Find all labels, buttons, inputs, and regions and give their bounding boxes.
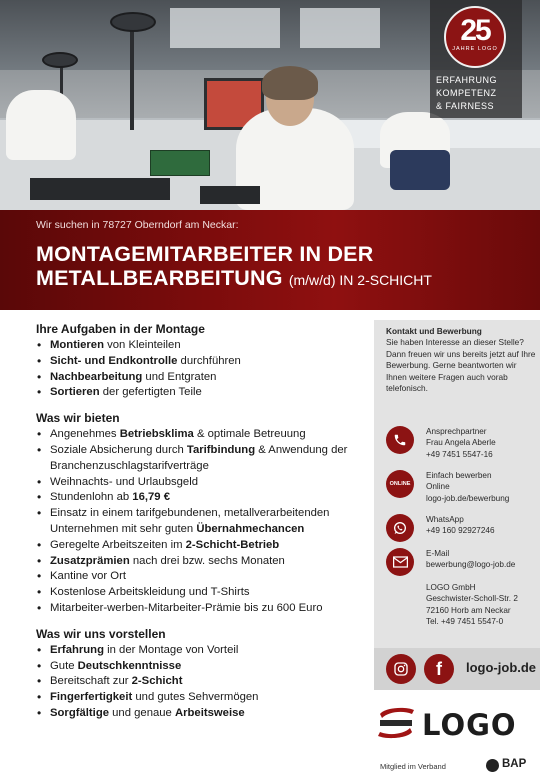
list-item-text: Angenehmes: [50, 428, 120, 441]
contact-line: logo-job.de/bewerbung: [426, 493, 510, 503]
list-item-text: und genaue: [109, 706, 175, 719]
list-item-emphasis: Sicht- und Endkontrolle: [50, 354, 178, 367]
parts-tray: [200, 186, 260, 204]
address-line: Geschwister-Scholl-Str. 2: [426, 594, 518, 604]
contact-online[interactable]: [386, 470, 538, 506]
badge-tag: ERFAHRUNG: [436, 75, 498, 85]
hall-window: [170, 8, 280, 48]
list-item: [36, 427, 361, 443]
list-item-text: der gefertigten Teile: [99, 386, 202, 399]
list-item: [36, 690, 361, 706]
list-item: [36, 554, 361, 570]
bap-text: BAP: [502, 758, 527, 770]
list-item: [36, 370, 361, 386]
list-item: [36, 475, 361, 491]
mail-icon: [386, 548, 414, 576]
list-item-text: durchführen: [177, 354, 241, 367]
list-item: [36, 490, 361, 506]
list-item-text: Gute: [50, 659, 78, 672]
company-logo: [374, 706, 534, 740]
list-item: [36, 354, 361, 370]
list-item: [36, 538, 361, 554]
headline-band: [0, 210, 540, 310]
magnifier-lamp: [42, 52, 78, 68]
badge-tag: & FAIRNESS: [436, 101, 495, 111]
list-item: [36, 706, 361, 722]
whatsapp-icon: [386, 514, 414, 542]
social-bar: [374, 648, 540, 690]
list-item-emphasis: Nachbearbeitung: [50, 370, 143, 383]
contact-line: Einfach bewerben: [426, 471, 492, 480]
section-heading: Ihre Aufgaben in der Montage: [36, 322, 205, 336]
contact-text: [426, 548, 540, 571]
list-item-text: in der Montage von Vorteil: [103, 643, 239, 656]
badge-subline: JAHRE LOGO: [452, 46, 498, 52]
list-item-emphasis: Sortieren: [50, 386, 100, 399]
address-line: 72160 Horb am Neckar: [426, 605, 511, 615]
list-item-emphasis: Tarifbindung: [186, 443, 256, 456]
list-item: [36, 385, 361, 401]
list-item: [36, 674, 361, 690]
contact-phone[interactable]: [386, 426, 538, 462]
worker-figure: [6, 90, 76, 160]
list-item: [36, 569, 361, 585]
list-item-emphasis: Betriebsklima: [119, 428, 194, 441]
job-title-main: METALLBEARBEITUNG: [36, 266, 283, 290]
contact-line: +49 160 92927246: [426, 526, 495, 536]
job-location-intro: Wir suchen in 78727 Oberndorf am Neckar:: [36, 219, 239, 231]
list-item-text: & optimale Betreuung: [193, 428, 306, 441]
list-item-emphasis: Fingerfertigkeit: [50, 691, 133, 704]
list-item-text: von Kleinteilen: [103, 339, 181, 351]
list-item: [36, 338, 361, 354]
list-item: [36, 643, 361, 659]
instagram-icon[interactable]: [386, 654, 416, 684]
online-apply-icon: [386, 470, 414, 498]
list-item-text: Mitarbeiter-werben-Mitarbeiter-Prämie bis zu 600 Euro: [50, 601, 323, 614]
contact-text: [426, 470, 540, 504]
bullet-list: [36, 338, 361, 401]
contact-line: WhatsApp: [426, 515, 464, 524]
list-item-emphasis: Übernahmechancen: [196, 522, 305, 535]
list-item-text: und gutes Sehvermögen: [132, 691, 259, 704]
website-link[interactable]: logo-job.de: [466, 660, 537, 675]
list-item-text: Stundenlohn ab: [50, 491, 133, 504]
list-item-emphasis: 16,79 €: [132, 491, 170, 504]
list-item-text: Geregelte Arbeitszeiten im: [50, 538, 186, 551]
list-item-emphasis: Deutschkenntnisse: [77, 659, 182, 672]
list-item-text: Bereitschaft zur: [50, 675, 132, 688]
address-line: Tel. +49 7451 5547-0: [426, 617, 504, 627]
list-item-text: Kostenlose Arbeitskleidung und T-Shirts: [50, 586, 250, 599]
list-item-text: Einsatz in einem tarifgebundenen, metallverarbeitenden Unternehmen mit sehr guten: [50, 507, 330, 535]
contact-line: Ansprechpartner: [426, 427, 487, 436]
badge-seal: [444, 6, 506, 68]
list-item-text: Kantine vor Ort: [50, 570, 126, 583]
badge-number: 25: [460, 14, 490, 47]
list-item-text: Weihnachts- und Urlaubsgeld: [50, 475, 198, 488]
job-title-suffix: (m/w/d) IN 2-SCHICHT: [288, 272, 432, 288]
list-item: [36, 585, 361, 601]
list-item-text: nach drei bzw. sechs Monaten: [129, 554, 285, 567]
chair: [390, 150, 450, 190]
list-item-emphasis: Zusatzprämien: [50, 554, 130, 567]
contact-heading: Kontakt und Bewerbung: [386, 326, 482, 336]
contact-text: [426, 514, 540, 537]
list-item: [36, 601, 361, 617]
contact-line: E-Mail: [426, 549, 450, 558]
list-item: [36, 443, 361, 475]
contact-line: Online: [426, 482, 450, 492]
contact-line: bewerbung@logo-job.de: [426, 560, 516, 570]
facebook-icon[interactable]: f: [424, 654, 454, 684]
list-item-text: & Anwendung der Branchenzuschlagstarifverträge: [50, 443, 348, 472]
bullet-list: [36, 427, 361, 617]
badge-tags: [436, 74, 520, 113]
list-item-text: und Entgraten: [142, 370, 217, 383]
bap-mark-icon: [486, 759, 499, 772]
logo-wordmark: LOGO: [422, 708, 517, 742]
job-details: [36, 322, 361, 732]
contact-line: +49 7451 5547-16: [426, 449, 493, 459]
contact-text: [426, 426, 540, 460]
job-title: [36, 242, 432, 292]
magnifier-lamp: [110, 12, 156, 32]
list-item-emphasis: 2-Schicht: [131, 675, 183, 688]
membership-note: Mitglied im Verband: [380, 762, 446, 771]
phone-icon: [386, 426, 414, 454]
address-line: LOGO GmbH: [426, 583, 476, 592]
contact-line: Frau Angela Aberle: [426, 438, 496, 448]
circuit-board: [150, 150, 210, 176]
lamp-arm: [130, 20, 134, 130]
contact-intro: [386, 326, 536, 394]
job-title-line: [36, 266, 432, 292]
section-heading: Was wir uns vorstellen: [36, 626, 166, 641]
list-item: [36, 506, 361, 538]
list-item-emphasis: 2-Schicht-Betrieb: [185, 538, 280, 551]
list-item-emphasis: Montieren: [50, 339, 104, 351]
list-item-emphasis: Sorgfältige: [50, 706, 109, 719]
logo-mark-icon: [374, 706, 418, 740]
list-item-text: Soziale Absicherung durch: [50, 443, 187, 456]
list-item-emphasis: Arbeitsweise: [174, 706, 245, 719]
list-item: [36, 659, 361, 675]
worker-hair: [262, 66, 318, 100]
contact-email[interactable]: [386, 548, 538, 578]
hall-window: [300, 8, 380, 48]
contact-whatsapp[interactable]: [386, 514, 538, 544]
badge-tag: KOMPETENZ: [436, 88, 497, 98]
contact-intro-text: Sie haben Interesse an dieser Stelle? Dann freuen wir uns bereits jetzt auf Ihre Bewerbung. Gerne beantworten wir Ihnen weitere Fragen auch vorab telefonisch.: [386, 337, 536, 394]
online-icon-label: ONLINE: [389, 480, 411, 487]
contact-sidebar: [374, 320, 540, 648]
anniversary-badge: [430, 0, 522, 118]
job-title-line: MONTAGEMITARBEITER IN DER: [36, 242, 374, 266]
parts-tray: [30, 178, 170, 200]
bullet-list: [36, 643, 361, 722]
bap-logo: [486, 758, 536, 774]
company-address: [426, 582, 540, 628]
list-item-emphasis: Erfahrung: [50, 643, 104, 656]
section-heading: Was wir bieten: [36, 411, 120, 426]
